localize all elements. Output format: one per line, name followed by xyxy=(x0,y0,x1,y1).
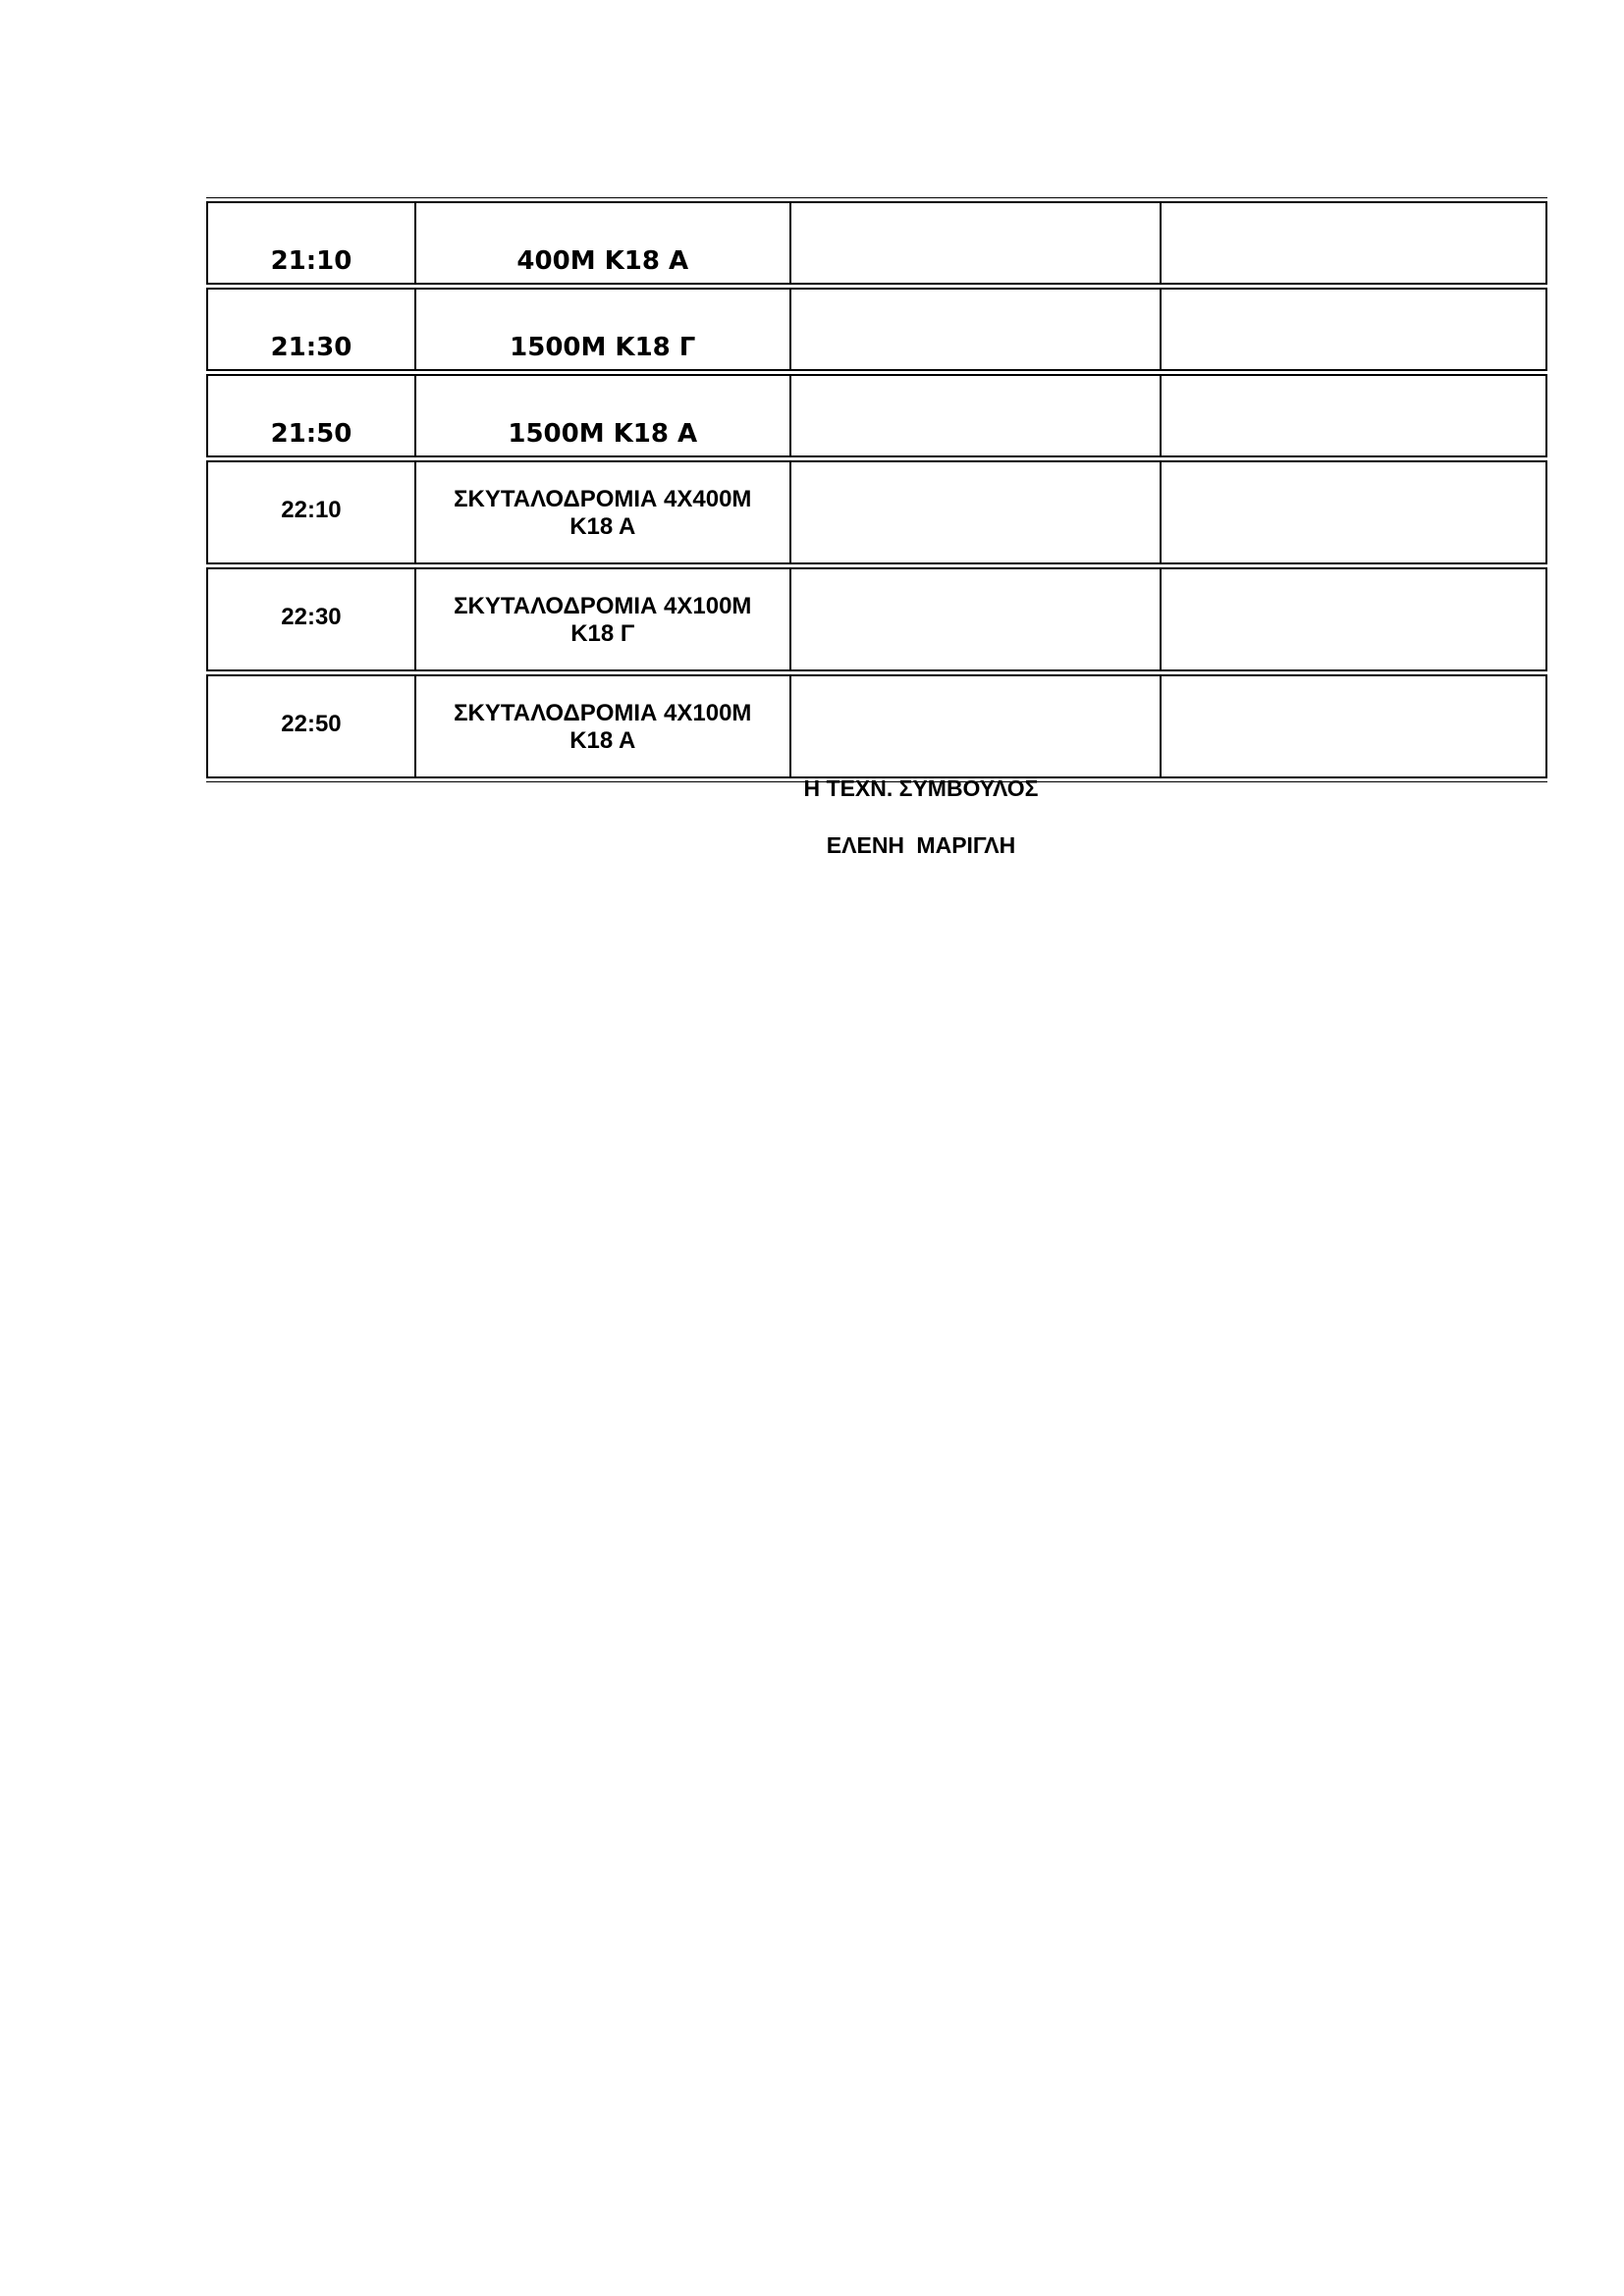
table-row xyxy=(206,567,1547,671)
empty-cell xyxy=(791,567,1163,671)
empty-cell xyxy=(1162,460,1547,564)
event-cell xyxy=(416,674,791,778)
empty-cell xyxy=(791,374,1163,457)
table-row xyxy=(206,460,1547,564)
event-cell xyxy=(416,567,791,671)
time-cell: 22:30 xyxy=(206,567,416,671)
table-row xyxy=(206,374,1547,457)
event-line-1: ΣΚΥΤΑΛΟΔΡΟΜΙΑ 4Χ100Μ xyxy=(454,700,752,727)
empty-cell xyxy=(1162,201,1547,285)
time-cell: 22:10 xyxy=(206,460,416,564)
event-line-1: ΣΚΥΤΑΛΟΔΡΟΜΙΑ 4Χ400Μ xyxy=(454,486,752,513)
time-cell: 21:30 xyxy=(206,288,416,371)
table-row xyxy=(206,201,1547,285)
event-cell: 1500M K18 A xyxy=(416,374,791,457)
empty-cell xyxy=(791,201,1163,285)
event-cell: 1500M K18 Γ xyxy=(416,288,791,371)
signature-title: Η ΤΕΧΝ. ΣΥΜΒΟΥΛΟΣ xyxy=(803,775,1039,801)
empty-cell xyxy=(791,674,1163,778)
empty-cell xyxy=(1162,674,1547,778)
empty-cell xyxy=(1162,374,1547,457)
event-cell: 400M K18 A xyxy=(416,201,791,285)
empty-cell xyxy=(791,288,1163,371)
table-row xyxy=(206,674,1547,778)
empty-cell xyxy=(791,460,1163,564)
table-row xyxy=(206,288,1547,371)
event-line-2: Κ18 Γ xyxy=(570,620,635,647)
time-cell: 21:50 xyxy=(206,374,416,457)
time-cell: 22:50 xyxy=(206,674,416,778)
event-cell xyxy=(416,460,791,564)
empty-cell xyxy=(1162,567,1547,671)
schedule-table xyxy=(206,197,1547,782)
event-line-2: Κ18 Α xyxy=(569,513,636,540)
signature-name: ΕΛΕΝΗ ΜΑΡΙΓΛΗ xyxy=(826,832,1016,858)
empty-cell xyxy=(1162,288,1547,371)
time-cell: 21:10 xyxy=(206,201,416,285)
event-line-2: Κ18 Α xyxy=(569,727,636,754)
event-line-1: ΣΚΥΤΑΛΟΔΡΟΜΙΑ 4Χ100Μ xyxy=(454,593,752,620)
